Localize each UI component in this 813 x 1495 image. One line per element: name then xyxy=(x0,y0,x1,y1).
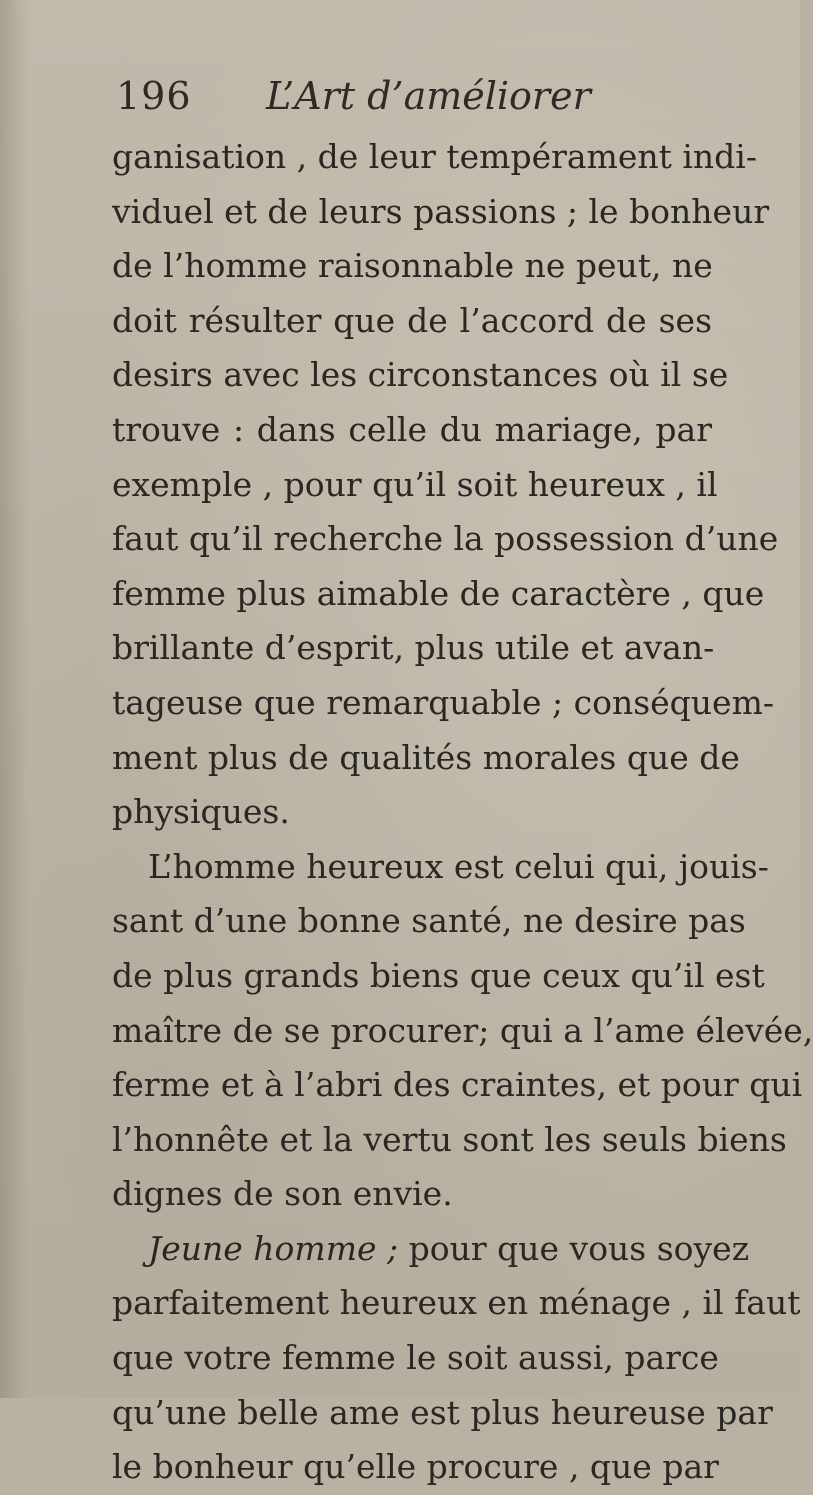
text-line: viduel et de leurs passions ; le bonheur xyxy=(112,191,770,231)
text-line: qu’une belle ame est plus heureuse par xyxy=(112,1392,773,1432)
paragraph-end-line: dignes de son envie. xyxy=(112,1174,453,1214)
text-line: que votre femme le soit aussi, parce xyxy=(112,1338,719,1378)
italic-address: Jeune homme ; xyxy=(148,1228,399,1268)
text-line: maître de se procurer; qui a l’ame élevée, xyxy=(112,1010,813,1050)
text-line: ferme et à l’abri des craintes, et pour qui xyxy=(112,1065,803,1105)
paragraph-start-line xyxy=(112,1222,750,1277)
text-line: femme plus aimable de caractère , que xyxy=(112,573,765,613)
paragraph-end-line: physiques. xyxy=(112,792,290,832)
text-line: trouve : dans celle du mariage, par xyxy=(112,409,712,449)
text-line: desirs avec les circonstances où il se xyxy=(112,355,729,395)
page-fold-shadow xyxy=(0,0,28,1398)
text-line: parfaitement heureux en ménage , il faut xyxy=(112,1283,801,1323)
text-line: de l’homme raisonnable ne peut, ne xyxy=(112,246,713,286)
body-text xyxy=(112,130,813,1495)
text-line: l’honnête et la vertu sont les seuls biens xyxy=(112,1119,787,1159)
text-line: doit résulter que de l’accord de ses xyxy=(112,300,712,340)
text-line: ganisation , de leur tempérament indi- xyxy=(112,137,758,176)
text-line: faut qu’il recherche la possession d’une xyxy=(112,519,779,559)
running-title: L’Art d’améliorer xyxy=(266,74,591,118)
page-number: 196 xyxy=(116,74,192,118)
text-line: brillante d’esprit, plus utile et avan- xyxy=(112,628,715,668)
text-line: sant d’une bonne santé, ne desire pas xyxy=(112,901,746,941)
text-line: le bonheur qu’elle procure , que par xyxy=(112,1447,719,1487)
text-line: ment plus de qualités morales que de xyxy=(112,737,740,777)
text-line: de plus grands biens que ceux qu’il est xyxy=(112,955,765,995)
text-line: exemple , pour qu’il soit heureux , il xyxy=(112,464,718,504)
running-head xyxy=(116,74,676,124)
paragraph-start-line: L’homme heureux est celui qui, jouis- xyxy=(148,846,769,886)
text-line-remainder: pour que vous soyez xyxy=(408,1228,750,1268)
text-line: tageuse que remarquable ; conséquem- xyxy=(112,682,775,722)
